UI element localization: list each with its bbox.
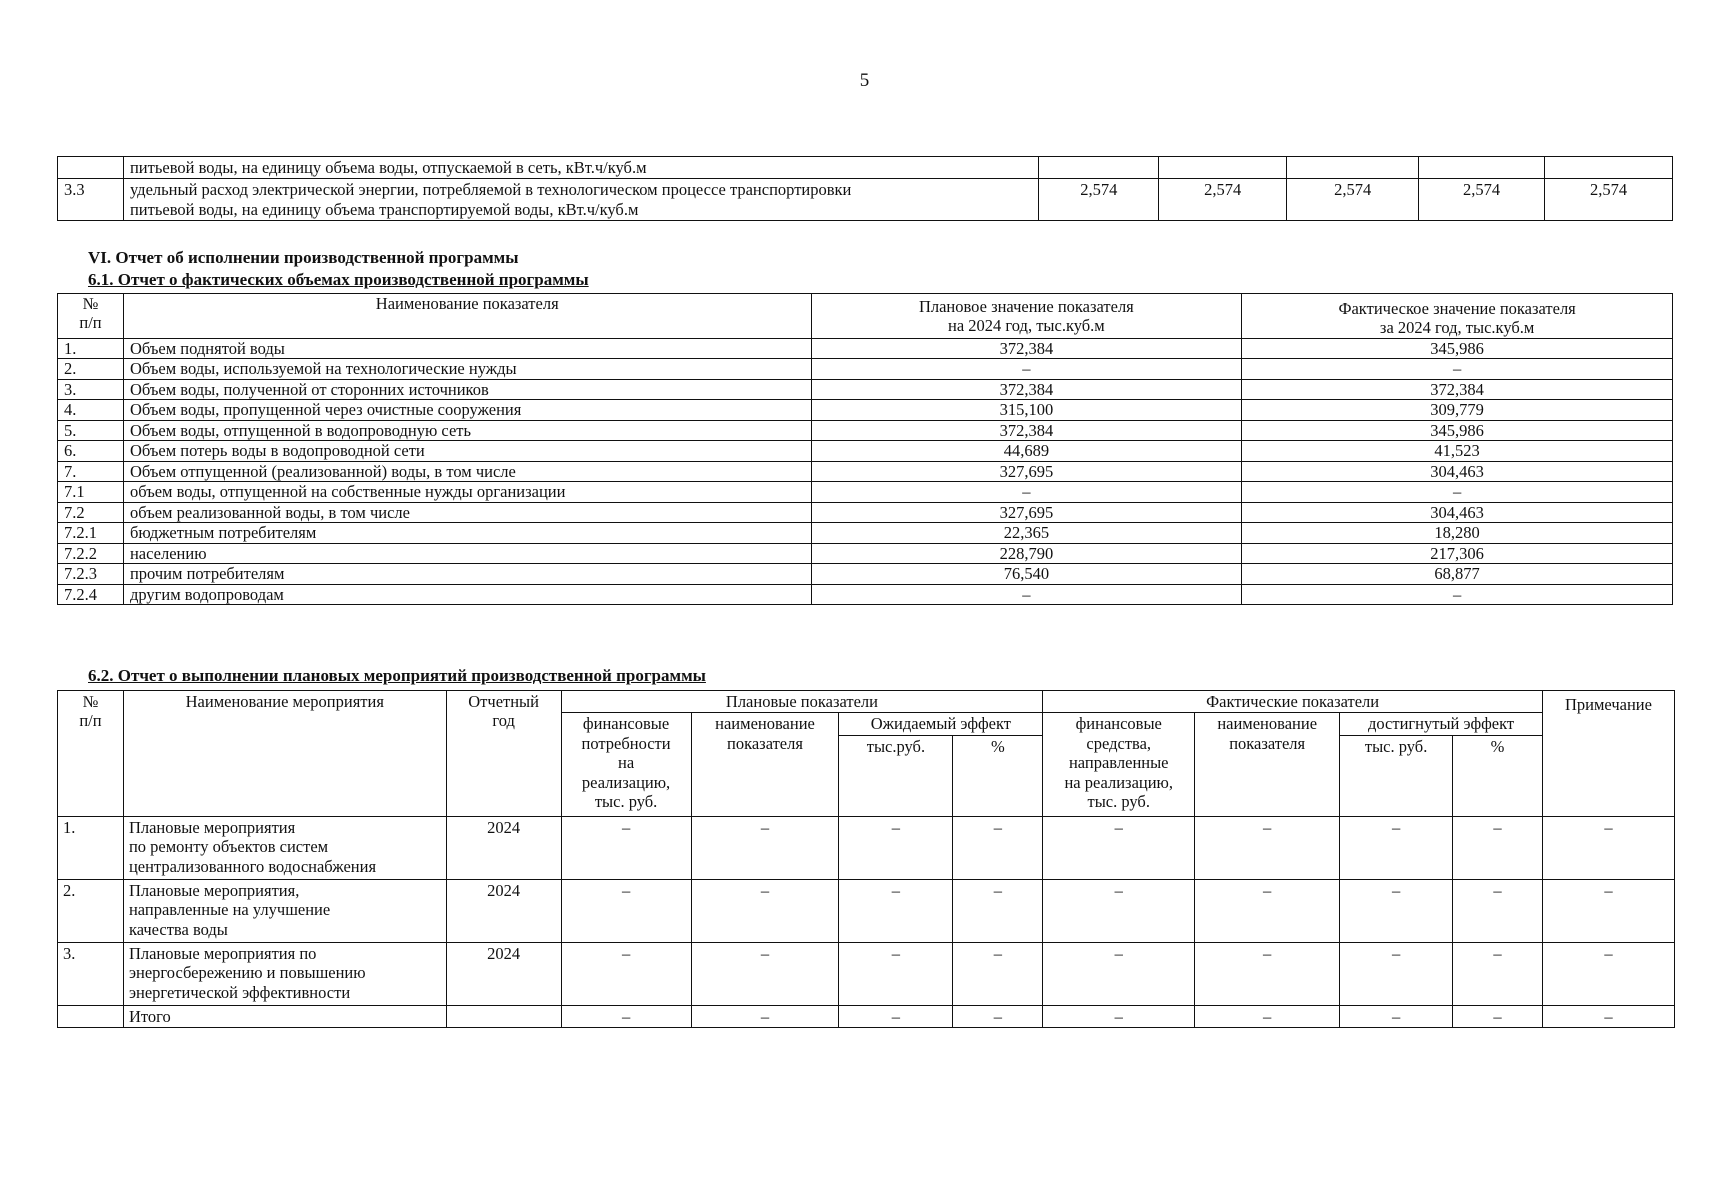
value-cell: – [561, 1005, 691, 1027]
fact-value: – [1242, 359, 1673, 379]
plan-value: 372,384 [811, 420, 1242, 440]
value-cell: – [839, 942, 953, 1005]
value-cell: 2,574 [1039, 179, 1159, 221]
indicator-name: Объем воды, отпущенной в водопроводную сеть [123, 420, 811, 440]
col-header-num: № п/п [58, 691, 124, 817]
col-header-fact-indicator: наименование показателя [1195, 713, 1340, 816]
table-row [58, 523, 1673, 543]
value-cell: – [1453, 942, 1543, 1005]
table-row [58, 942, 1675, 1005]
fact-value: 68,877 [1242, 564, 1673, 584]
value-cell: – [691, 816, 839, 879]
value-cell: – [1453, 1005, 1543, 1027]
col-header-plan-indicator: наименование показателя [691, 713, 839, 816]
activity-name: Плановые мероприятия по энергосбережению и повышению энергетической эффективности [123, 942, 446, 1005]
col-header-plan-fin: финансовые потребности на реализацию, тыс. руб. [561, 713, 691, 816]
col-header-fact-effect: достигнутый эффект [1340, 713, 1543, 735]
fact-value: 309,779 [1242, 400, 1673, 420]
value-cell: – [1043, 816, 1195, 879]
indicator-name: Объем воды, пропущенной через очистные сооружения [123, 400, 811, 420]
plan-value: 372,384 [811, 338, 1242, 358]
value-cell: – [1195, 1005, 1340, 1027]
value-cell: – [1340, 942, 1453, 1005]
table-header-row [58, 294, 1673, 339]
table-row [58, 379, 1673, 399]
plan-value: 372,384 [811, 379, 1242, 399]
table-row [58, 502, 1673, 522]
table-row [58, 461, 1673, 481]
table-row [58, 584, 1673, 604]
row-number: 7.1 [58, 482, 124, 502]
value-cell: – [691, 879, 839, 942]
fact-value: 345,986 [1242, 338, 1673, 358]
table-row [58, 564, 1673, 584]
row-number: 7.2.1 [58, 523, 124, 543]
table-row [58, 543, 1673, 563]
report-year: 2024 [446, 879, 561, 942]
report-year: 2024 [446, 816, 561, 879]
value-cell: – [1453, 879, 1543, 942]
table-row [58, 816, 1675, 879]
col-group-plan: Плановые показатели [561, 691, 1043, 713]
indicator-name: Объем воды, полученной от сторонних источников [123, 379, 811, 399]
value-cell: – [1195, 942, 1340, 1005]
col-group-fact: Фактические показатели [1043, 691, 1543, 713]
row-number: 5. [58, 420, 124, 440]
table-header-row [58, 691, 1675, 713]
row-number: 7.2.3 [58, 564, 124, 584]
section-title: VI. Отчет об исполнении производственной программы [88, 248, 519, 267]
value-cell: – [561, 816, 691, 879]
row-number: 7.2 [58, 502, 124, 522]
value-cell: 2,574 [1287, 179, 1419, 221]
row-number: 3. [58, 942, 124, 1005]
value-cell: – [1043, 1005, 1195, 1027]
value-cell: – [1195, 879, 1340, 942]
value-cell: – [953, 879, 1043, 942]
row-number: 3. [58, 379, 124, 399]
value-cell: – [561, 942, 691, 1005]
planned-activities-table [57, 690, 1675, 1028]
col-header-fact-pct: % [1453, 735, 1543, 816]
value-cell: – [953, 1005, 1043, 1027]
table-row [58, 441, 1673, 461]
value-cell: – [1043, 879, 1195, 942]
plan-value: 228,790 [811, 543, 1242, 563]
row-number: 7.2.4 [58, 584, 124, 604]
col-header-year: Отчетный год [446, 691, 561, 817]
plan-value: – [811, 482, 1242, 502]
fact-value: 372,384 [1242, 379, 1673, 399]
col-header-fact-rub: тыс. руб. [1340, 735, 1453, 816]
indicator-name: Объем воды, используемой на технологические нужды [123, 359, 811, 379]
plan-value: 327,695 [811, 502, 1242, 522]
fact-value: 41,523 [1242, 441, 1673, 461]
plan-value: 315,100 [811, 400, 1242, 420]
table-row [58, 879, 1675, 942]
table-row [58, 157, 1673, 179]
col-header-plan-rub: тыс.руб. [839, 735, 953, 816]
table-row [58, 338, 1673, 358]
row-number: 3.3 [58, 179, 124, 221]
value-cell: – [839, 879, 953, 942]
row-number: 7. [58, 461, 124, 481]
table-row [58, 359, 1673, 379]
indicator-name: объем воды, отпущенной на собственные нужды организации [123, 482, 811, 502]
col-header-num: № п/п [58, 294, 124, 339]
col-header-fact-fin: финансовые средства, направленные на реализацию, тыс. руб. [1043, 713, 1195, 816]
col-header-fact: Фактическое значение показателя за 2024 год, тыс.куб.м [1242, 294, 1673, 339]
fact-value: 345,986 [1242, 420, 1673, 440]
col-header-plan-pct: % [953, 735, 1043, 816]
value-cell: – [1340, 1005, 1453, 1027]
plan-value: 44,689 [811, 441, 1242, 461]
value-cell: – [691, 942, 839, 1005]
value-cell: – [1340, 816, 1453, 879]
fact-value: 304,463 [1242, 502, 1673, 522]
col-header-note: Примечание [1542, 691, 1674, 817]
value-cell: – [1542, 816, 1674, 879]
indicator-name: Объем поднятой воды [123, 338, 811, 358]
plan-value: 76,540 [811, 564, 1242, 584]
col-header-plan: Плановое значение показателя на 2024 год, тыс.куб.м [811, 294, 1242, 339]
value-cell: 2,574 [1159, 179, 1287, 221]
row-number: 2. [58, 879, 124, 942]
page-number: 5 [859, 70, 870, 91]
indicator-name: объем реализованной воды, в том числе [123, 502, 811, 522]
row-number: 2. [58, 359, 124, 379]
subsection-title-6-1: 6.1. Отчет о фактических объемах производственной программы [88, 270, 589, 289]
top-table [57, 156, 1673, 221]
activity-name: Плановые мероприятия, направленные на улучшение качества воды [123, 879, 446, 942]
report-year: 2024 [446, 942, 561, 1005]
row-number: 6. [58, 441, 124, 461]
plan-value: – [811, 584, 1242, 604]
value-cell: – [1340, 879, 1453, 942]
value-cell: – [1542, 1005, 1674, 1027]
row-number: 1. [58, 816, 124, 879]
table-row [58, 179, 1673, 221]
value-cell: – [839, 816, 953, 879]
indicator-name: Объем отпущенной (реализованной) воды, в том числе [123, 461, 811, 481]
row-number: 7.2.2 [58, 543, 124, 563]
plan-value: 22,365 [811, 523, 1242, 543]
fact-value: 304,463 [1242, 461, 1673, 481]
value-cell: – [953, 816, 1043, 879]
value-cell: – [1542, 942, 1674, 1005]
indicator-name: другим водопроводам [123, 584, 811, 604]
indicator-name: питьевой воды, на единицу объема воды, отпускаемой в сеть, кВт.ч/куб.м [123, 157, 1038, 179]
fact-value: – [1242, 482, 1673, 502]
col-header-plan-effect: Ожидаемый эффект [839, 713, 1043, 735]
col-header-name: Наименование мероприятия [123, 691, 446, 817]
value-cell: – [839, 1005, 953, 1027]
fact-value: – [1242, 584, 1673, 604]
value-cell: 2,574 [1545, 179, 1673, 221]
plan-value: 327,695 [811, 461, 1242, 481]
indicator-name: Объем потерь воды в водопроводной сети [123, 441, 811, 461]
indicator-name: населению [123, 543, 811, 563]
indicator-name: удельный расход электрической энергии, потребляемой в технологическом процессе транспортировки питьевой воды, на единицу объема транспортируемой воды, кВт.ч/куб.м [123, 179, 1038, 221]
fact-value: 18,280 [1242, 523, 1673, 543]
indicator-name: прочим потребителям [123, 564, 811, 584]
fact-value: 217,306 [1242, 543, 1673, 563]
total-row [58, 1005, 1675, 1027]
value-cell: 2,574 [1419, 179, 1545, 221]
subsection-title-6-2: 6.2. Отчет о выполнении плановых мероприятий производственной программы [88, 666, 706, 685]
row-number: 1. [58, 338, 124, 358]
value-cell: – [953, 942, 1043, 1005]
table-row [58, 400, 1673, 420]
indicator-name: бюджетным потребителям [123, 523, 811, 543]
value-cell: – [691, 1005, 839, 1027]
table-row [58, 420, 1673, 440]
value-cell: – [1043, 942, 1195, 1005]
plan-value: – [811, 359, 1242, 379]
value-cell: – [1453, 816, 1543, 879]
value-cell: – [561, 879, 691, 942]
value-cell: – [1542, 879, 1674, 942]
activity-name: Плановые мероприятия по ремонту объектов систем централизованного водоснабжения [123, 816, 446, 879]
col-header-name: Наименование показателя [123, 294, 811, 339]
value-cell: – [1195, 816, 1340, 879]
total-label: Итого [123, 1005, 446, 1027]
actual-volumes-table [57, 293, 1673, 605]
table-row [58, 482, 1673, 502]
row-number: 4. [58, 400, 124, 420]
